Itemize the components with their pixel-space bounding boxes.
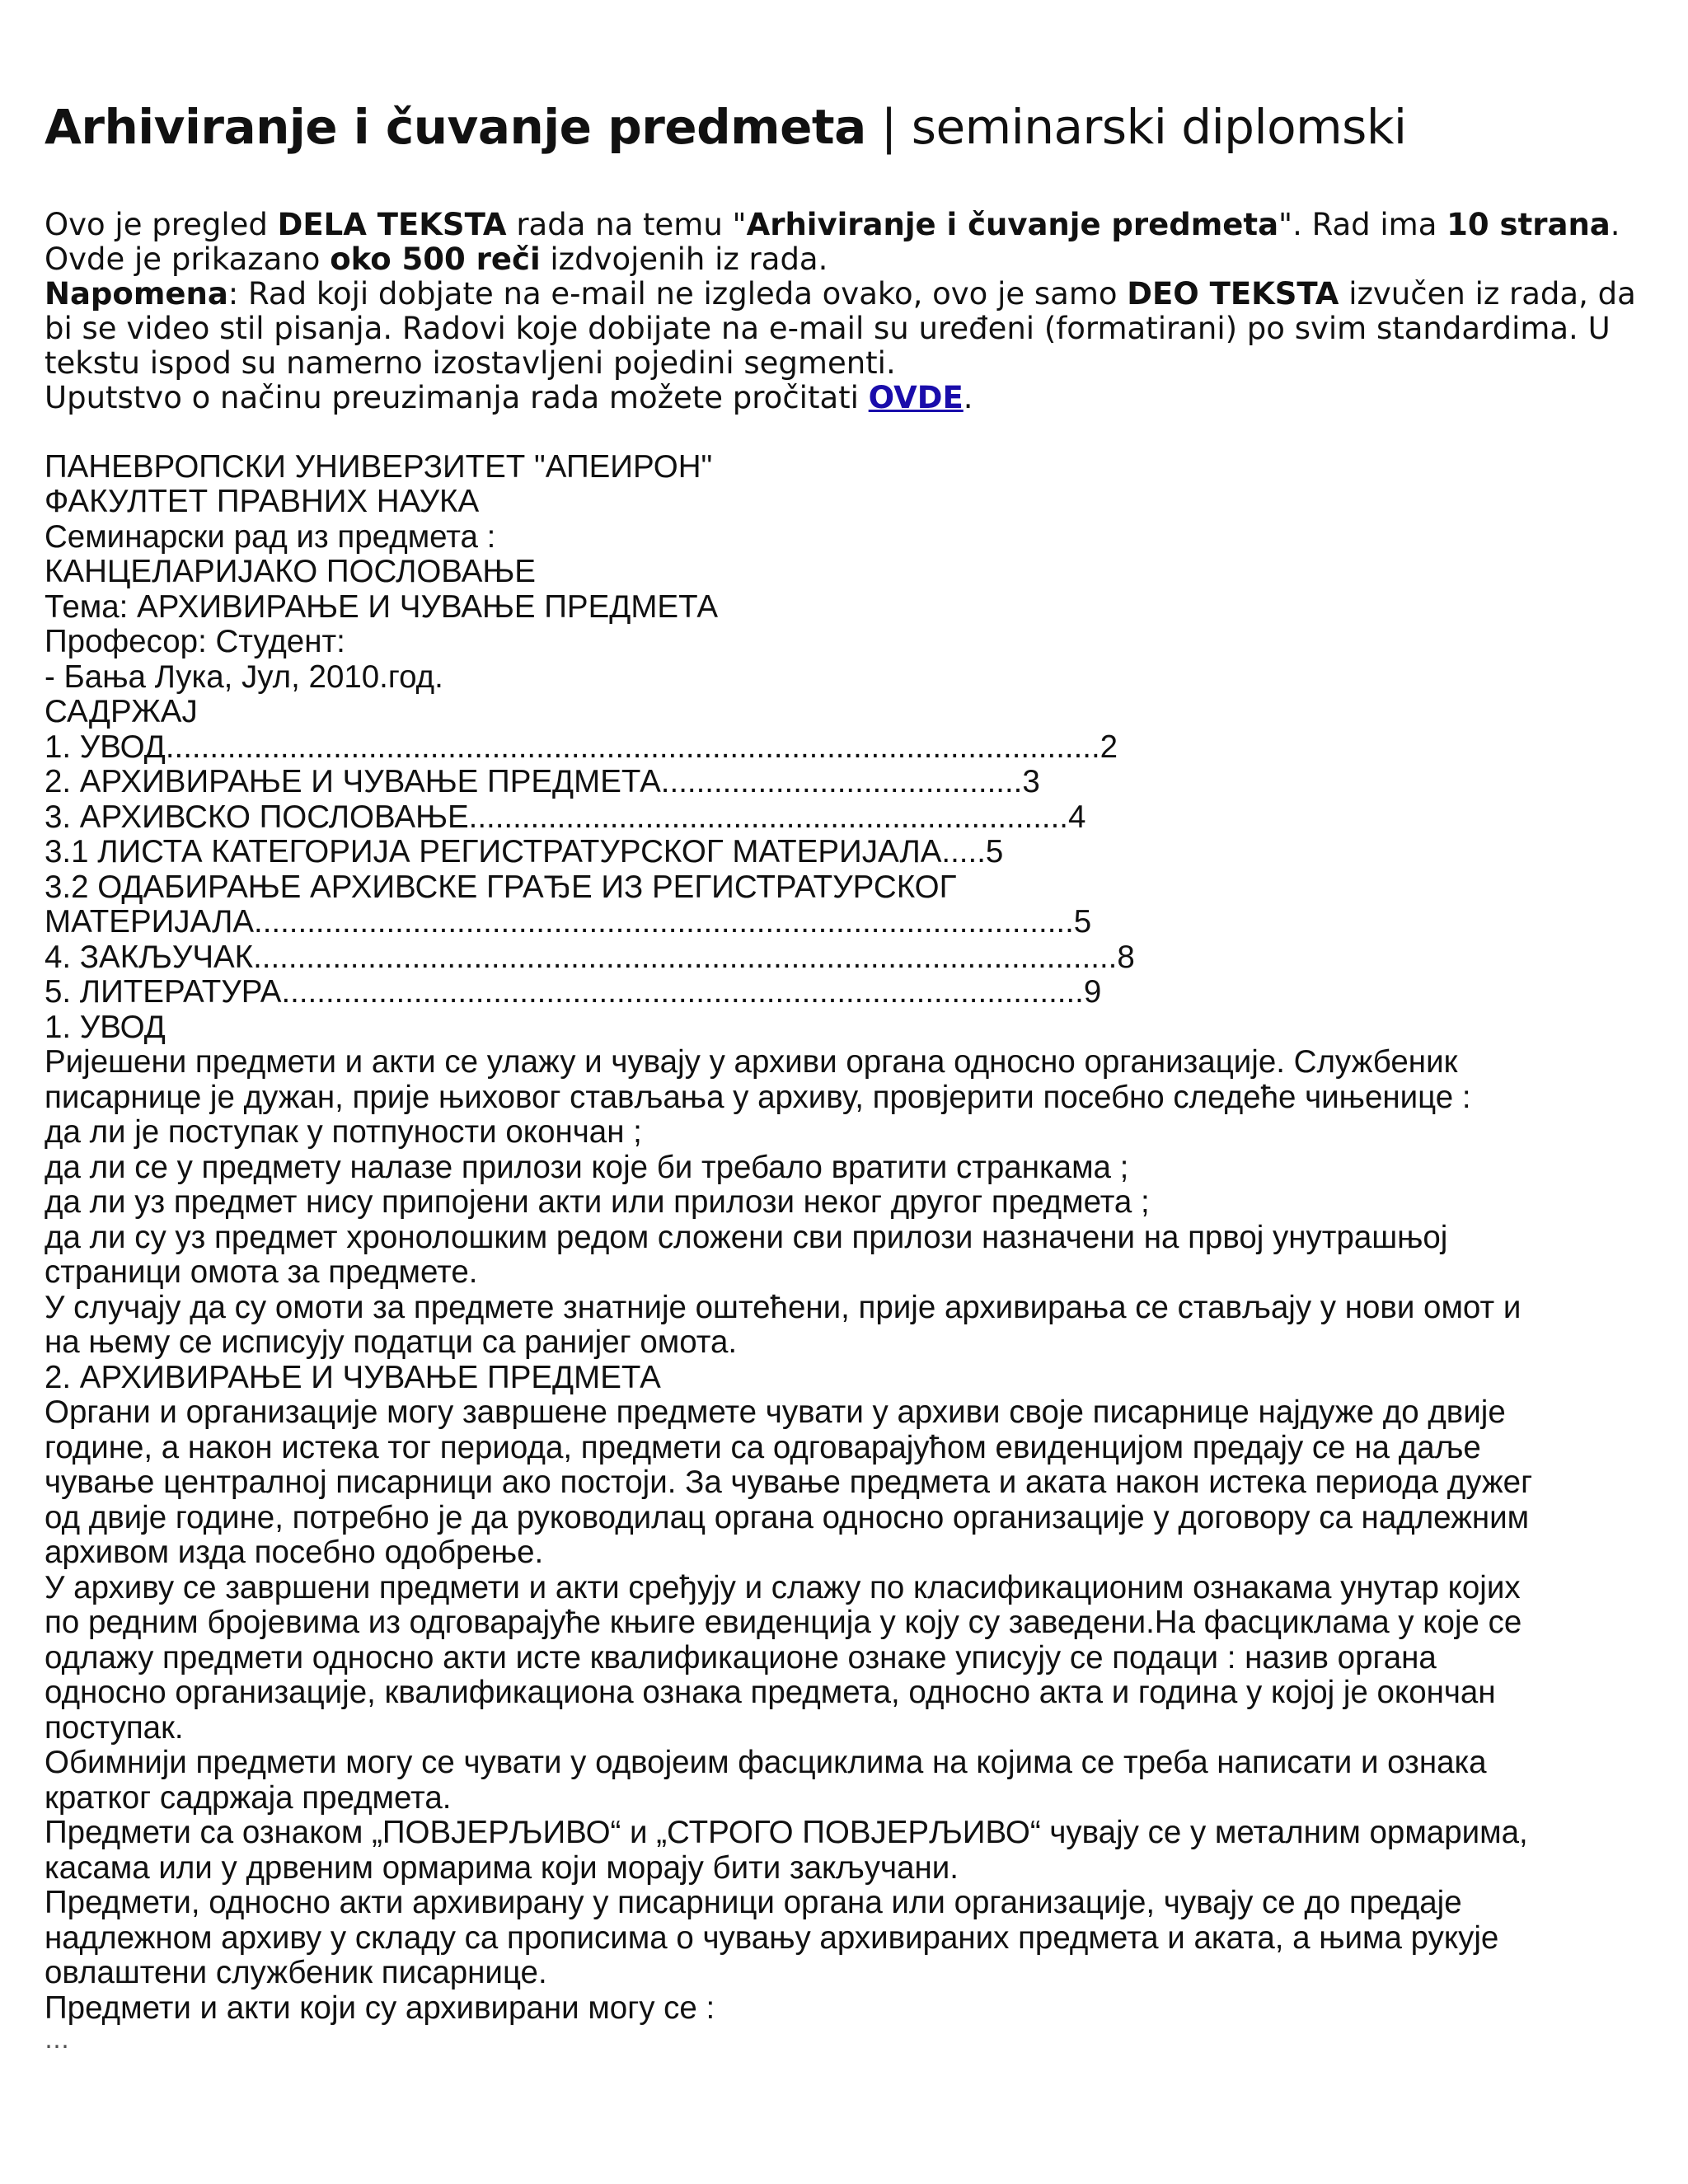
- body-line: 2. АРХИВИРАЊЕ И ЧУВАЊЕ ПРЕДМЕТА.........................................3: [45, 764, 1040, 800]
- body-line: 1. УВОД: [45, 1009, 166, 1045]
- body-line: Предмети, односно акти архивирану у писарници органа или организације, чувају се до предаје: [45, 1885, 1462, 1921]
- body-line: 3. АРХИВСКО ПОСЛОВАЊЕ....................................................................4: [45, 799, 1086, 835]
- body-line: 4. ЗАКЉУЧАК..................................................................................................8: [45, 939, 1135, 975]
- document-body: [45, 450, 1643, 2027]
- title-separator: |: [865, 99, 912, 155]
- intro-text: rada na temu ": [506, 206, 747, 242]
- intro-bold: 10 strana: [1447, 206, 1611, 242]
- intro-text: izvučen iz rada, da bi se video stil pisanja. Radovi koje dobijate na e-mail su uređeni (formatirani) po svim standardima. U tekstu ispod su namerno izostavljeni pojedini segmenti.: [45, 275, 1636, 381]
- intro-text: Ovde je prikazano: [45, 241, 331, 277]
- body-line: ФАКУЛТЕТ ПРАВНИХ НАУКА: [45, 484, 480, 520]
- ellipsis: …: [45, 2026, 69, 2055]
- intro-paragraph-1: [45, 208, 1643, 242]
- intro-paragraph-2: [45, 242, 1643, 277]
- intro-text: izdvojenih iz rada.: [540, 241, 828, 277]
- intro-text: .: [963, 379, 973, 415]
- body-line: ПАНЕВРОПСКИ УНИВЕРЗИТЕТ "АПЕИРОН": [45, 448, 713, 485]
- intro-bold: oko 500 reči: [330, 241, 541, 277]
- body-line: да ли је поступак у потпуности окончан ;: [45, 1114, 642, 1151]
- body-line: 2. АРХИВИРАЊЕ И ЧУВАЊЕ ПРЕДМЕТА: [45, 1359, 661, 1395]
- body-line: - Бања Лука, Јул, 2010.год.: [45, 658, 443, 695]
- intro-text: ". Rad ima: [1278, 206, 1447, 242]
- body-line: 3.1 ЛИСТА КАТЕГОРИЈА РЕГИСТРАТУРСКОГ МАТЕРИЈАЛА.....5: [45, 834, 1004, 870]
- body-line: Органи и организације могу завршене предмете чувати у архиви своје писарнице најдуже до двије: [45, 1394, 1506, 1431]
- page-title: [45, 99, 1643, 157]
- body-line: одлажу предмети односно акти исте квалификационе ознаке уписују се подаци : назив органа: [45, 1639, 1437, 1675]
- body-line: У случају да су омоти за предмете знатније оштећени, прије архивирања се стављају у нови омот и: [45, 1289, 1522, 1325]
- intro-text: : Rad koji dobjate na e-mail ne izgleda ovako, ovo je samo: [227, 275, 1128, 312]
- body-line: писарнице је дужан, прије њиховог стављања у архиву, провјерити посебно следеће чињенице :: [45, 1079, 1471, 1115]
- body-line: МАТЕРИЈАЛА.............................................................................................5: [45, 904, 1092, 940]
- ovde-link[interactable]: OVDE: [868, 379, 964, 415]
- body-line: 3.2 ОДАБИРАЊЕ АРХИВСКЕ ГРАЂЕ ИЗ РЕГИСТРАТУРСКОГ: [45, 869, 957, 905]
- intro-text: Ovo je pregled: [45, 206, 278, 242]
- body-line: чување централној писарници ако постоји. За чување предмета и аката након истека периода дужег: [45, 1465, 1533, 1501]
- intro-text: Uputstvo o načinu preuzimanja rada možete pročitati: [45, 379, 869, 415]
- body-line: Ријешени предмети и акти се улажу и чувају у архиви органа односно организације. Службеник: [45, 1044, 1458, 1080]
- body-line: Предмети са ознаком „ПОВЈЕРЉИВО“ и „СТРОГО ПОВЈЕРЉИВО“ чувају се у металним ормарима,: [45, 1815, 1528, 1851]
- body-line: да ли уз предмет нису припојени акти или прилози неког другог предмета ;: [45, 1184, 1150, 1221]
- body-line: Тема: АРХИВИРАЊЕ И ЧУВАЊЕ ПРЕДМЕТА: [45, 588, 719, 625]
- body-line: односно организације, квалификациона ознака предмета, односно акта и година у којој је окончан: [45, 1675, 1496, 1711]
- intro-bold: DELA TEKSTA: [277, 206, 507, 242]
- intro-bold: Arhiviranje i čuvanje predmeta: [746, 206, 1279, 242]
- body-line: да ли се у предмету налазе прилози које би требало вратити странкама ;: [45, 1149, 1129, 1185]
- body-line: по редним бројевима из одговарајуће књиге евиденција у коју су заведени.На фасциклама у које се: [45, 1605, 1522, 1641]
- body-line: касама или у дрвеним ормарима који морају бити закључани.: [45, 1849, 959, 1886]
- body-line: У архиву се завршени предмети и акти сређују и слажу по класификационим ознакама унутар којих: [45, 1569, 1521, 1605]
- note-label: Napomena: [45, 275, 228, 312]
- title-sub: seminarski diplomski: [911, 99, 1407, 155]
- intro-instructions: [45, 381, 1643, 415]
- body-line: кратког садржаја предмета.: [45, 1779, 452, 1816]
- intro-note: [45, 277, 1643, 381]
- body-line: да ли су уз предмет хронолошким редом сложени сви прилози назначени на првој унутрашњој: [45, 1219, 1448, 1255]
- body-line: Професор: Студент:: [45, 624, 345, 660]
- body-line: надлежном архиву у складу са прописима о чувању архивираних предмета и аката, а њима рукује: [45, 1919, 1499, 1956]
- intro-block: [45, 208, 1643, 415]
- body-line: Предмети и акти који су архивирани могу се :: [45, 1990, 715, 2026]
- body-line: Обимнији предмети могу се чувати у одвојеим фасциклима на којима се треба написати и ознака: [45, 1745, 1487, 1781]
- body-line: године, а након истека тог периода, предмети са одговарајућом евиденцијом предају се на даље: [45, 1429, 1481, 1465]
- body-line: од двије године, потребно је да руководилац органа односно организације у договору са надлежним: [45, 1499, 1530, 1535]
- body-line: страници омота за предмете.: [45, 1254, 478, 1291]
- body-line: КАНЦЕЛАРИЈАКО ПОСЛОВАЊЕ: [45, 554, 536, 590]
- title-main: Arhiviranje i čuvanje predmeta: [45, 99, 866, 155]
- body-line: Семинарски рад из предмета :: [45, 518, 496, 555]
- intro-bold: DEO TEKSTA: [1127, 275, 1339, 312]
- body-line: 5. ЛИТЕРАТУРА...........................................................................................9: [45, 974, 1102, 1010]
- intro-text: .: [1610, 206, 1620, 242]
- body-line: САДРЖАЈ: [45, 694, 198, 730]
- body-line: 1. УВОД..........................................................................................................2: [45, 729, 1118, 765]
- body-line: на њему се исписују податци са ранијег омота.: [45, 1324, 738, 1361]
- body-line: поступак.: [45, 1709, 184, 1746]
- body-line: архивом изда посебно одобрење.: [45, 1535, 544, 1571]
- body-line: овлаштени службеник писарнице.: [45, 1955, 547, 1991]
